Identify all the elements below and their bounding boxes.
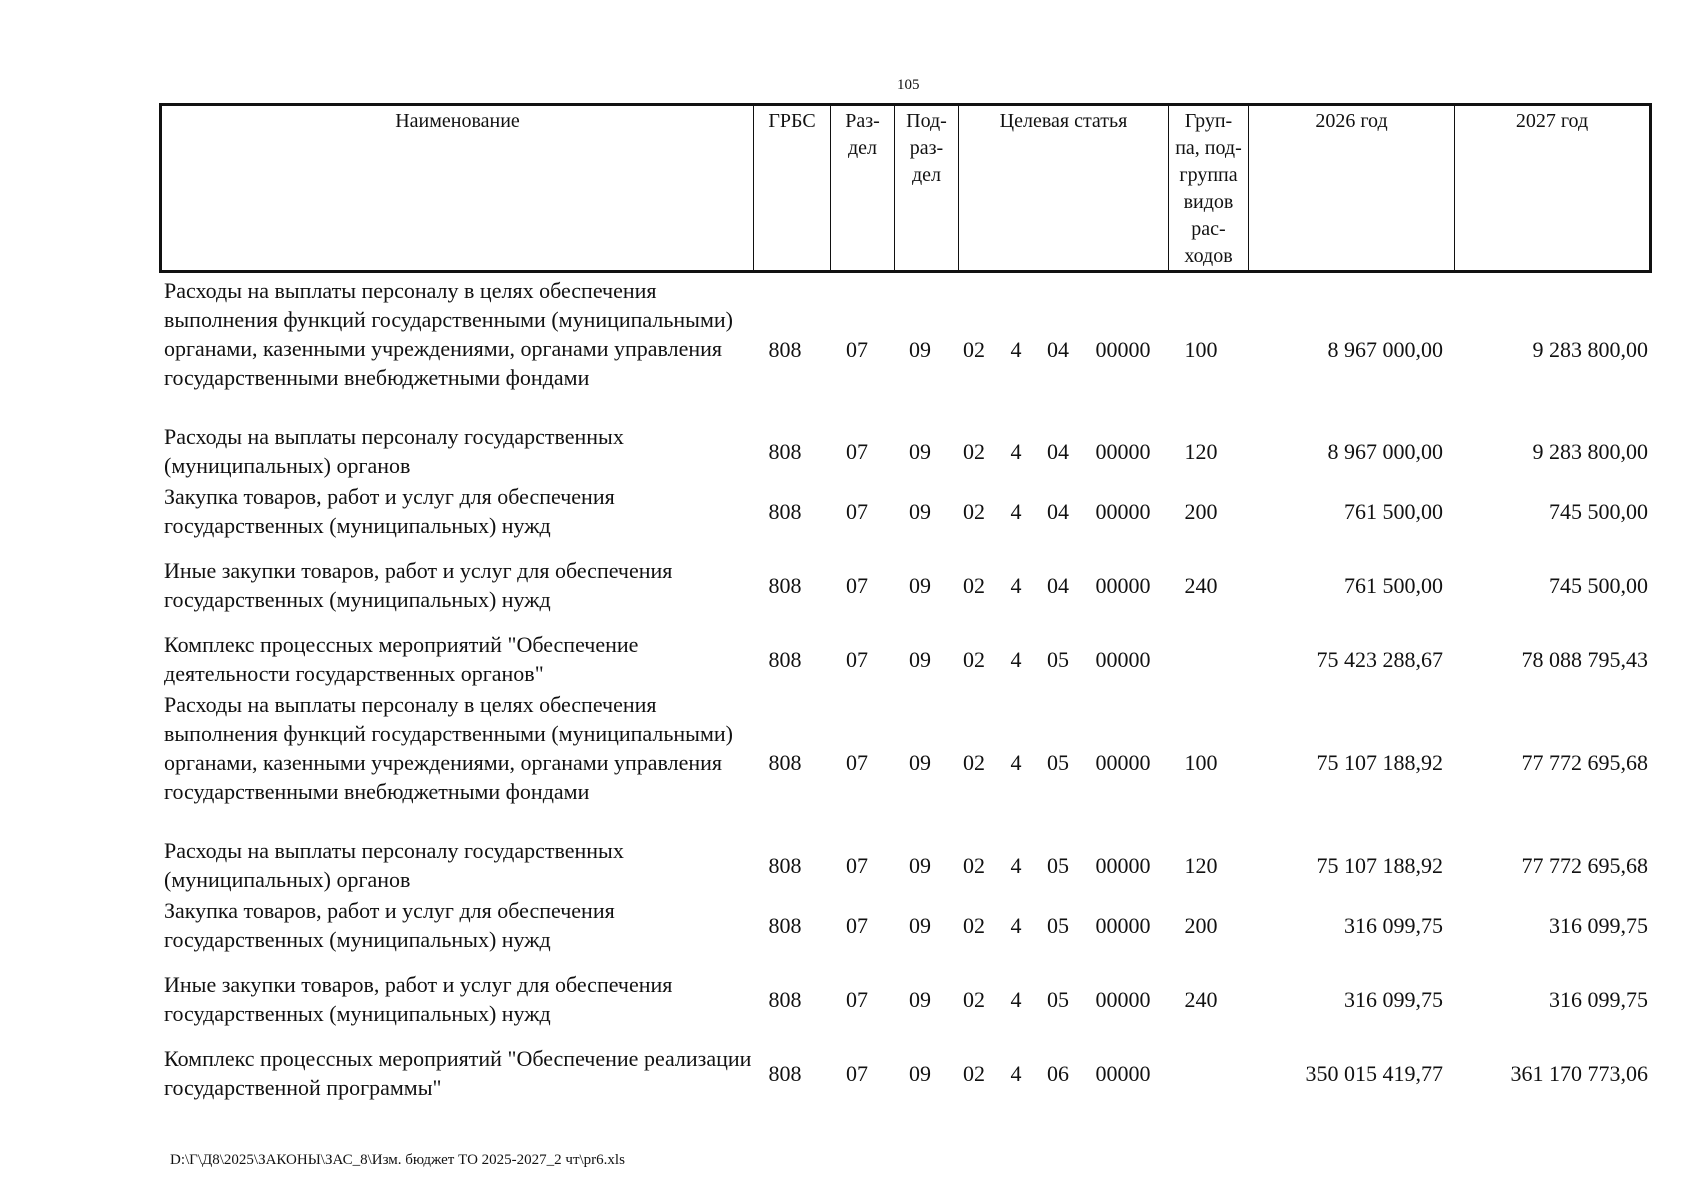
row-ts1: 02 [963,499,985,524]
table-header [159,103,1652,273]
row-ts1: 02 [963,853,985,878]
row-vr: 240 [1184,573,1218,598]
row-grbs: 808 [768,499,802,524]
row-name: Иные закупки товаров, работ и услуг для обеспечения государственных (муниципальных) нужд [164,972,673,1026]
row-grbs: 808 [768,337,802,362]
row-y2026: 350 015 419,77 [1305,1061,1443,1086]
row-ts1: 02 [963,573,985,598]
row-ts3: 05 [1047,987,1069,1012]
row-ts1: 02 [963,337,985,362]
row-y2026: 761 500,00 [1344,499,1443,524]
header-razdel: Раз- дел [830,106,894,270]
row-ts3: 06 [1047,1061,1069,1086]
row-razdel: 07 [846,750,868,775]
header-2026: 2026 год [1248,106,1454,270]
row-y2027: 9 283 800,00 [1532,337,1648,362]
row-y2026: 75 423 288,67 [1316,647,1443,672]
row-name: Комплекс процессных мероприятий "Обеспечение деятельности государственных органов" [164,632,639,686]
row-ts2: 4 [1010,647,1022,672]
row-y2026: 316 099,75 [1344,987,1443,1012]
row-podrazdel: 09 [909,1061,931,1086]
row-ts1: 02 [963,647,985,672]
row-grbs: 808 [768,750,802,775]
row-ts3: 04 [1047,499,1069,524]
row-y2027: 316 099,75 [1549,987,1648,1012]
row-ts1: 02 [963,987,985,1012]
row-podrazdel: 09 [909,853,931,878]
row-y2027: 77 772 695,68 [1521,750,1648,775]
row-y2027: 745 500,00 [1549,499,1648,524]
row-vr: 100 [1184,750,1218,775]
row-y2026: 8 967 000,00 [1327,337,1443,362]
row-ts4: 00000 [1095,573,1151,598]
row-razdel: 07 [846,1061,868,1086]
header-2027: 2027 год [1454,106,1649,270]
row-name: Закупка товаров, работ и услуг для обеспечения государственных (муниципальных) нужд [164,484,615,538]
row-y2026: 761 500,00 [1344,573,1443,598]
row-ts2: 4 [1010,750,1022,775]
row-name: Расходы на выплаты персоналу государственных (муниципальных) органов [164,838,624,892]
row-grbs: 808 [768,1061,802,1086]
row-grbs: 808 [768,987,802,1012]
row-ts2: 4 [1010,853,1022,878]
row-podrazdel: 09 [909,987,931,1012]
header-podrazdel: Под- раз- дел [894,106,958,270]
row-y2027: 745 500,00 [1549,573,1648,598]
row-vr: 200 [1184,913,1218,938]
row-ts2: 4 [1010,913,1022,938]
row-ts1: 02 [963,1061,985,1086]
row-grbs: 808 [768,913,802,938]
row-name: Расходы на выплаты персоналу в целях обеспечения выполнения функций государственными (муниципальными) органами, казенными учреждениями, органами управления государственными внебюджетными фондами [164,692,733,804]
row-y2027: 361 170 773,06 [1510,1061,1648,1086]
row-ts2: 4 [1010,337,1022,362]
row-ts4: 00000 [1095,1061,1151,1086]
row-ts4: 00000 [1095,647,1151,672]
row-y2027: 77 772 695,68 [1521,853,1648,878]
row-podrazdel: 09 [909,499,931,524]
row-ts3: 04 [1047,439,1069,464]
row-y2027: 9 283 800,00 [1532,439,1648,464]
row-ts4: 00000 [1095,750,1151,775]
row-grbs: 808 [768,573,802,598]
row-name: Иные закупки товаров, работ и услуг для обеспечения государственных (муниципальных) нужд [164,558,673,612]
row-razdel: 07 [846,853,868,878]
row-ts1: 02 [963,439,985,464]
row-podrazdel: 09 [909,913,931,938]
row-vr: 100 [1184,337,1218,362]
row-grbs: 808 [768,853,802,878]
row-ts4: 00000 [1095,913,1151,938]
row-name: Комплекс процессных мероприятий "Обеспечение реализации государственной программы" [164,1046,752,1100]
header-grbs: ГРБС [753,106,830,270]
row-razdel: 07 [846,987,868,1012]
row-grbs: 808 [768,647,802,672]
row-vr: 120 [1184,439,1218,464]
row-ts1: 02 [963,913,985,938]
row-y2026: 8 967 000,00 [1327,439,1443,464]
row-y2027: 316 099,75 [1549,913,1648,938]
row-ts3: 05 [1047,853,1069,878]
row-razdel: 07 [846,913,868,938]
row-ts2: 4 [1010,1061,1022,1086]
row-ts3: 04 [1047,337,1069,362]
row-podrazdel: 09 [909,647,931,672]
row-podrazdel: 09 [909,750,931,775]
row-podrazdel: 09 [909,337,931,362]
row-name: Расходы на выплаты персоналу в целях обеспечения выполнения функций государственными (муниципальными) органами, казенными учреждениями, органами управления государственными внебюджетными фондами [164,278,733,390]
row-y2027: 78 088 795,43 [1521,647,1648,672]
row-razdel: 07 [846,337,868,362]
row-ts4: 00000 [1095,337,1151,362]
row-ts3: 05 [1047,913,1069,938]
row-podrazdel: 09 [909,439,931,464]
row-ts3: 05 [1047,647,1069,672]
row-y2026: 316 099,75 [1344,913,1443,938]
header-gruppa-vidov-raskhodov: Груп- па, под- группа видов рас- ходов [1168,106,1248,270]
row-ts4: 00000 [1095,439,1151,464]
page-number: 105 [897,77,920,93]
header-name: Наименование [395,110,520,132]
row-ts3: 04 [1047,573,1069,598]
footer-file-path: D:\Г\Д8\2025\ЗАКОНЫ\ЗАС_8\Изм. бюджет ТО 2025-2027_2 чт\pr6.xls [170,1152,625,1168]
row-y2026: 75 107 188,92 [1316,853,1443,878]
row-grbs: 808 [768,439,802,464]
row-ts2: 4 [1010,573,1022,598]
row-ts4: 00000 [1095,853,1151,878]
row-ts4: 00000 [1095,499,1151,524]
row-vr: 120 [1184,853,1218,878]
row-vr: 200 [1184,499,1218,524]
row-razdel: 07 [846,647,868,672]
row-ts4: 00000 [1095,987,1151,1012]
row-razdel: 07 [846,439,868,464]
row-name: Расходы на выплаты персоналу государственных (муниципальных) органов [164,424,624,478]
header-tselevaya-statya: Целевая статья [958,106,1168,270]
row-ts2: 4 [1010,499,1022,524]
row-razdel: 07 [846,499,868,524]
row-razdel: 07 [846,573,868,598]
row-y2026: 75 107 188,92 [1316,750,1443,775]
row-podrazdel: 09 [909,573,931,598]
row-ts3: 05 [1047,750,1069,775]
row-name: Закупка товаров, работ и услуг для обеспечения государственных (муниципальных) нужд [164,898,615,952]
row-ts2: 4 [1010,987,1022,1012]
row-vr: 240 [1184,987,1218,1012]
row-ts2: 4 [1010,439,1022,464]
row-ts1: 02 [963,750,985,775]
